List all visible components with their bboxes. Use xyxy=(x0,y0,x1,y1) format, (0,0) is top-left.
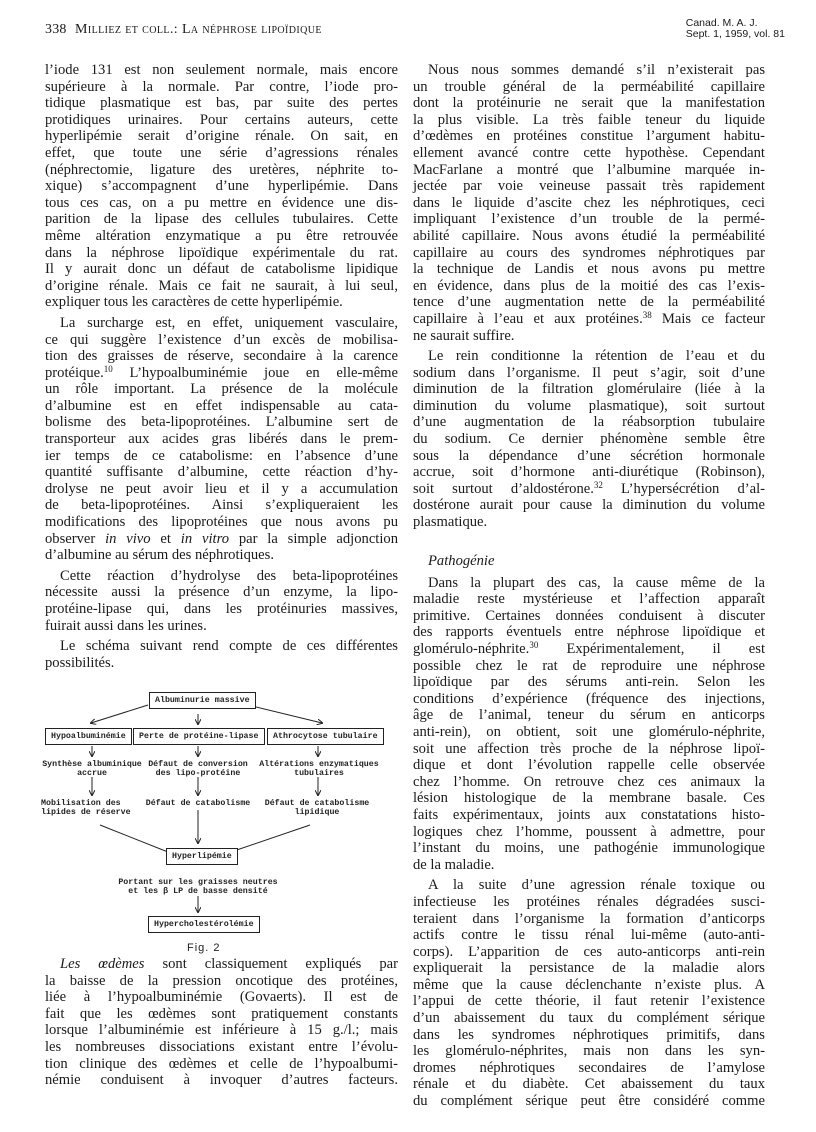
box-hypoalbuminemie: Hypoalbuminémie xyxy=(45,728,132,745)
text-line: possible chez le rat de reproduire une néphrose xyxy=(413,657,765,674)
text-line: impliquant l’existence d’un trouble de la permé- xyxy=(413,211,765,228)
paragraph-oedemes xyxy=(45,956,398,1089)
label-graisses-neutres xyxy=(113,878,283,896)
text-line xyxy=(45,956,398,973)
label-line: Synthèse albuminique xyxy=(42,760,142,769)
label-line: tubulaires xyxy=(294,769,344,778)
reference-superscript: 30 xyxy=(529,640,539,650)
text-line: tence d’une augmentation nette de la perméabilité xyxy=(413,294,765,311)
text-line: tion clinique des œdèmes et celle de l’hypoalbumi- xyxy=(45,1055,398,1072)
italic-term: in vivo xyxy=(105,530,151,547)
text-line xyxy=(413,481,765,498)
running-header xyxy=(45,18,785,48)
text-line: corps). L’apparition de ces auto-anticorps anti-rein xyxy=(413,943,765,960)
text-line: expliquerait la persistance de la maladie alors xyxy=(413,960,765,977)
text-line: abilité capillaire. Nous avons étudié la perméabilité xyxy=(413,227,765,244)
label-line: Portant sur les graisses neutres xyxy=(118,878,278,887)
label-line: lipides de réserve xyxy=(41,808,131,817)
text-line: jectée par voie veineuse passait très rapidement xyxy=(413,178,765,195)
text-line: effet, que toute une série d’agressions rénales xyxy=(45,144,398,161)
text-line: (néphrectomie, ligature des uretères, néphrite to- xyxy=(45,161,398,178)
text-line: actifs contre le tissu rénal lui-même (auto-anti- xyxy=(413,927,765,944)
text-line: diminution de la filtration glomérulaire (liée à la xyxy=(413,381,765,398)
text-line: expliquer tous les caractères de cette hyperlipémie. xyxy=(45,294,343,311)
text-line: protéine-lipase qui, dans les protéinuries massives, xyxy=(45,601,398,617)
text-line: sous la dépendance d’une sécrétion hormonale xyxy=(413,447,765,464)
text-line: logiques chez l’homme, poussent à admettre, pour xyxy=(413,823,765,840)
text-line: infectieuse les protéines rénales dégradées susci- xyxy=(413,893,765,910)
text-line: protidiques urinaires. Pour certains auteurs, cette xyxy=(45,111,398,128)
paragraph-schema-intro xyxy=(45,638,398,671)
text-line: fuirait aussi dans les urines. xyxy=(45,617,207,634)
text-line: drolyse ne peut avoir lieu et il y a accumulation xyxy=(45,480,398,497)
label-line: Mobilisation des xyxy=(41,799,121,808)
text-segment: Mais ce facteur xyxy=(651,310,765,327)
text-line: ce qui suggère l’existence d’un excès de mobilisa- xyxy=(45,331,398,348)
paragraph-auto-anticorps xyxy=(413,877,765,1109)
paragraph-hyperlipemia-origin xyxy=(45,62,398,311)
paragraph-pathogenie xyxy=(413,575,765,874)
text-segment: soit surtout d’aldostérone. xyxy=(413,480,594,497)
paragraph-capillary-permeability xyxy=(413,62,765,344)
text-line: ier temps de ce catabolisme: en l’absence d’une xyxy=(45,447,398,464)
text-line: la plus visible. La très faible teneur du liquide xyxy=(413,111,765,128)
journal-citation xyxy=(686,18,785,40)
text-line: possibilités. xyxy=(45,654,115,671)
label-line: Défaut de conversion xyxy=(148,760,248,769)
text-line: ellement avancé contre cette hypothèse. Cependant xyxy=(413,144,765,161)
text-segment: protéique. xyxy=(45,364,104,381)
italic-term: in vitro xyxy=(180,530,229,547)
text-line: Cette réaction d’hydrolyse des beta-lipoprotéines xyxy=(60,567,398,584)
text-line: Dans la plupart des cas, la cause même de la xyxy=(428,574,765,591)
text-line: ne saurait suffire. xyxy=(413,327,515,344)
text-line: dont la protéinurie ne serait que la manifestation xyxy=(413,95,765,112)
section-heading-pathogenie: Pathogénie xyxy=(428,552,495,569)
text-line: d’albumine est en effet indispensable au cata- xyxy=(45,397,398,414)
text-line: anti-rein), on obtient, soit une glomérulo-néphrite, xyxy=(413,723,765,740)
text-line: chez l’homme. On retrouve chez ces animaux la xyxy=(413,773,765,790)
text-line: les glomérulo-néphrites, mais non dans les syn- xyxy=(413,1043,765,1060)
paragraph-vascular-overload xyxy=(45,315,398,564)
text-line: la baisse de la pression oncotique des protéines, xyxy=(45,972,398,989)
text-line: supérieure à la normale. Par contre, l’iode pro- xyxy=(45,78,398,95)
text-line: tion des graisses de réserve, secondaire à la carence xyxy=(45,348,398,365)
label-defaut-catabolisme xyxy=(145,799,251,808)
label-synthese-albuminique xyxy=(41,760,143,778)
text-line: tous ces cas, on a pu mettre en évidence une dis- xyxy=(45,194,398,211)
text-line: dostérone aurait pour cause la diminution du volume xyxy=(413,497,765,514)
label-defaut-conversion xyxy=(145,760,251,778)
label-defaut-catabolisme-lipidique xyxy=(261,799,373,817)
text-line: d’un abaissement du taux du complément sérique xyxy=(413,1010,765,1027)
text-line: un rôle important. La présence de la molécule xyxy=(45,381,398,398)
right-column xyxy=(413,62,765,1110)
text-line: nécessite aussi la présence d’un enzyme, la lipo- xyxy=(45,584,398,601)
text-line: de la maladie. xyxy=(413,856,495,873)
box-hyperlipemie: Hyperlipémie xyxy=(166,848,238,865)
text-line: dromes néphrotiques secondaires de l’amylose xyxy=(413,1059,765,1076)
text-line xyxy=(45,365,398,382)
reference-superscript: 38 xyxy=(642,309,652,320)
text-segment: L’hypoalbuminémie joue en elle-même xyxy=(112,364,398,381)
text-line: dans le liquide d’ascite chez les néphrotiques, ceci xyxy=(413,194,765,211)
text-segment: Expérimentalement, il est xyxy=(538,641,765,657)
text-segment: observer xyxy=(45,530,96,547)
text-line: d’origine rénale. Mais ce fait ne saurait, à lui seul, xyxy=(45,277,398,294)
text-segment: L’hypersécrétion d’al- xyxy=(602,480,765,497)
text-line: La surcharge est, en effet, uniquement vasculaire, xyxy=(60,314,398,331)
text-line: némie conduisent à invoquer d’autres facteurs. xyxy=(45,1072,398,1089)
label-line: Altérations enzymatiques xyxy=(259,760,379,769)
text-line: xique) s’accompagnent d’une hyperlipémie. Dans xyxy=(45,178,398,195)
text-line: diminution du volume plasmatique), soit surtout xyxy=(413,397,765,414)
text-line: transporteur aux acides gras libérés dans le prem- xyxy=(45,431,398,448)
text-line: du sodium. Ce dernier phénomène semble être xyxy=(413,431,765,448)
text-line: la technique de Landis et nous avons pu mettre xyxy=(413,261,765,278)
page-number: 338 xyxy=(45,22,67,37)
text-line: d’œdèmes en protéines constitue l’argument habitu- xyxy=(413,128,765,145)
text-line: Le rein conditionne la rétention de l’eau et du xyxy=(428,348,765,365)
text-line: lésion histologique de la membrane basale. Ces xyxy=(413,790,765,807)
text-segment: par la simple adjonction xyxy=(229,530,398,547)
left-column xyxy=(45,62,398,671)
text-line: un trouble général de la perméabilité capillaire xyxy=(413,78,765,95)
label-line: accrue xyxy=(77,769,107,778)
text-line: Nous nous sommes demandé s’il n’existerait pas xyxy=(428,62,765,78)
text-segment: glomérulo-néphrite. xyxy=(413,641,530,657)
box-hypercholesterolemie: Hypercholestérolémie xyxy=(148,916,260,933)
text-line: modifications des lipoprotéines que nous avons pu xyxy=(45,514,398,531)
box-albuminurie-massive: Albuminurie massive xyxy=(149,692,256,709)
text-line: Il y aurait donc un défaut de catabolisme lipidique xyxy=(45,261,398,278)
text-line: de beta-lipoprotéines. Ainsi s’expliqueraient les xyxy=(45,497,398,514)
text-line: dans les syndromes néphrotiques primitifs, dans xyxy=(413,1026,765,1043)
text-line: tidique plasmatique est bas, par suite des pertes xyxy=(45,95,398,112)
label-line: Défaut de catabolisme xyxy=(145,799,251,808)
text-line: accrue, soit d’hormone anti-diurétique (Robinson), xyxy=(413,464,765,481)
italic-term: Les œdèmes xyxy=(60,956,145,972)
text-line: l’iode 131 est non seulement normale, mais encore xyxy=(45,62,398,78)
text-line: lipoïdique par des sérums anti-rein. Selon les xyxy=(413,674,765,691)
text-line: dans la néphrose lipoïdique expérimentale du rat. xyxy=(45,244,398,261)
text-line: bolisme des beta-lipoprotéines. L’albumine sert de xyxy=(45,414,398,431)
label-line: Défaut de catabolisme xyxy=(264,799,370,808)
reference-superscript: 10 xyxy=(103,363,113,374)
text-line: des rapports éventuels entre néphrose lipoïdique et xyxy=(413,624,765,641)
text-line: Le schéma suivant rend compte de ces différentes xyxy=(60,638,398,655)
journal-name: Canad. M. A. J. xyxy=(685,17,758,29)
text-line: MacFarlane a montré que l’albumine marquée in- xyxy=(413,161,765,178)
journal-issue: Sept. 1, 1959, vol. 81 xyxy=(685,28,785,40)
text-line: les nombreuses dissociations existant entre l’évolu- xyxy=(45,1038,398,1055)
text-segment: capillaire à l’eau et aux protéines. xyxy=(413,310,643,327)
paragraph-lipoprotein-lipase xyxy=(45,568,398,634)
text-line: fait que les œdèmes sont pratiquement constants xyxy=(45,1005,398,1022)
reference-superscript: 32 xyxy=(593,479,603,490)
label-line: et les β LP de basse densité xyxy=(128,887,268,896)
text-line xyxy=(45,531,398,548)
text-line: A la suite d’une agression rénale toxique ou xyxy=(428,877,765,894)
text-line: d’une augmentation de la réabsorption tubulaire xyxy=(413,414,765,431)
text-line: sodium dans l’organisme. Il peut s’agir, soit d’une xyxy=(413,364,765,381)
text-line: âge de l’animal, teneur du sérum en anticorps xyxy=(413,707,765,724)
figure-2-flowchart xyxy=(41,690,395,954)
text-line: même que la cause déclenchante n’existe plus. A xyxy=(413,976,765,993)
text-segment: et xyxy=(150,530,181,547)
text-line: dique et dont l’évolution rappelle celle observée xyxy=(413,757,765,774)
text-line: teraient dans l’organisme la formation d’anticorps xyxy=(413,910,765,927)
text-line: primitive. Certaines données conduisent à discuter xyxy=(413,607,765,624)
text-line: conditions d’expérience (fréquence des injections, xyxy=(413,690,765,707)
text-segment: sont classiquement expliqués par xyxy=(144,956,398,972)
paragraph-sodium-retention xyxy=(413,348,765,531)
text-line: soit une affection très proche de la néphrose lipoï- xyxy=(413,740,765,757)
text-line xyxy=(413,311,765,328)
text-line: l’instant du moins, une pathogénie immunologique xyxy=(413,840,765,857)
text-line: même altération enzymatique a pu être retrouvée xyxy=(45,227,398,244)
text-line: maladie reste mystérieuse et l’affection apparaît xyxy=(413,591,765,608)
left-column-bottom xyxy=(45,956,398,1089)
box-athrocytose-tubulaire: Athrocytose tubulaire xyxy=(267,728,384,745)
text-line: parition de la lipase des cellules tubulaires. Cette xyxy=(45,211,398,228)
label-mobilisation-lipides xyxy=(41,799,133,817)
text-line: d’albumine au sérum des néphrotiques. xyxy=(45,547,274,564)
text-line: liée à l’hypoalbuminémie (Govaerts). Il est de xyxy=(45,989,398,1006)
text-line: en évidence, dans plus de la moitié des cas l’exis- xyxy=(413,277,765,294)
text-line: l’appui de cette théorie, il faut retenir l’existence xyxy=(413,993,765,1010)
text-line xyxy=(413,641,765,658)
text-line: plasmatique. xyxy=(413,514,488,531)
text-line: rénale et du diabète. Cet abaissement du taux xyxy=(413,1076,765,1093)
label-alterations-enzymatiques xyxy=(257,760,381,778)
text-line: hyperlipémie serait d’origine rénale. On sait, en xyxy=(45,128,398,145)
running-title: Milliez et coll.: La néphrose lipoïdique xyxy=(75,22,322,37)
text-line: capillaire au cours des syndromes néphrotiques par xyxy=(413,244,765,261)
box-perte-proteine-lipase: Perte de protéine-lipase xyxy=(133,728,265,745)
figure-caption: Fig. 2 xyxy=(187,942,221,954)
label-line: lipidique xyxy=(294,808,340,817)
text-line: du complément sérique peut être considéré comme xyxy=(413,1093,765,1110)
text-line: faits expérimentaux, joints aux constatations histo- xyxy=(413,806,765,823)
text-line: quantité suffisante d’albumine, cette réaction d’hy- xyxy=(45,464,398,481)
text-line: lorsque l’albuminémie est inférieure à 15 g./l.; mais xyxy=(45,1022,398,1039)
label-line: des lipo-protéine xyxy=(155,769,241,778)
